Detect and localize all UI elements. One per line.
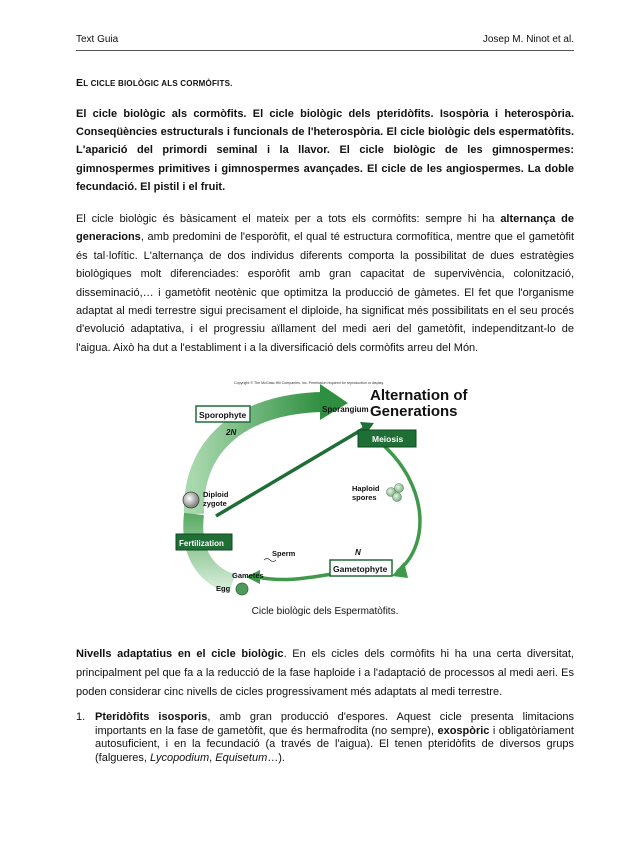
copyright-note: Copyright © The McGraw-Hill Companies, Inc. Permission required for reproduction or display. <box>234 381 384 385</box>
list-item-italic-2: Equisetum <box>215 751 268 764</box>
section-title-rest: L CICLE BIOLÒGIC ALS CORMÒFITS. <box>83 79 233 88</box>
sperm-label: Sperm <box>272 549 296 558</box>
list-item-bold-2: exospòric <box>437 724 490 737</box>
fertilization-label: Fertilization <box>179 539 224 548</box>
zygote-label-2: zygote <box>203 499 227 508</box>
intro-bold: alternança de generacions <box>76 213 575 244</box>
list-item-text-1: , amb gran producció d'espores. Aquest cicle presenta limitacions importants en la fase de gametòfit, que és hermafrodita (no sempre), <box>95 711 574 737</box>
section-title <box>76 77 233 89</box>
haploid-label-2: spores <box>352 493 377 502</box>
haploid-arc <box>382 444 420 572</box>
header-left: Text Guia <box>76 34 119 45</box>
list-item-text <box>95 711 574 765</box>
figure-title-line1: Alternation of <box>370 387 468 404</box>
diploid-arrowhead <box>320 384 348 420</box>
sporophyte-label: Sporophyte <box>199 410 247 420</box>
page-header <box>76 34 574 45</box>
intro-paragraph <box>76 210 574 357</box>
egg-icon <box>236 583 248 595</box>
sperm-icon <box>264 559 276 562</box>
adaptive-levels-text: . En els cicles dels cormòfits hi ha una certa diversitat, principalment pel que fa a la reducció de la fase haploide i a l'adaptació de processos al medi aeri. Es poden considerar cinc nivells de cicles progressivament més adaptats al medi terrestre. <box>76 648 574 698</box>
levels-list <box>76 711 574 765</box>
spore-2 <box>395 484 404 493</box>
figure-caption: Cicle biològic dels Espermatòfits. <box>251 606 399 617</box>
sporangium-label: Sporangium <box>322 405 369 414</box>
list-item-bold: Pteridòfits isosporis <box>95 711 208 723</box>
header-right: Josep M. Ninot et al. <box>482 34 574 45</box>
adaptive-levels-paragraph <box>76 645 574 702</box>
list-item-italic-1: Lycopodium <box>150 751 210 764</box>
list-item-text-2: i obligatòriament autosuficient, i en la fecundació (a través de l'aigua). El tenen pteridòfits de diversos grups (falgueres, <box>95 724 574 764</box>
ploidy-n: N <box>355 548 361 557</box>
adaptive-levels-bold: Nivells adaptatius en el cicle biològic <box>76 648 284 660</box>
zygote-icon <box>183 492 199 508</box>
spore-3 <box>393 493 402 502</box>
alternation-figure <box>172 374 482 624</box>
haploid-label-1: Haploid <box>352 484 380 493</box>
figure-title-line2: Generations <box>370 403 458 420</box>
header-divider <box>76 50 574 51</box>
section-title-initial: E <box>76 77 84 89</box>
egg-label: Egg <box>216 584 231 593</box>
gametophyte-label: Gametophyte <box>333 564 388 574</box>
list-item-text-4: …). <box>267 751 285 764</box>
list-item-text-3: , <box>209 751 216 764</box>
list-item <box>76 711 574 765</box>
intro-text-a: El cicle biològic és bàsicament el mateix per a tots els cormòfits: sempre hi ha <box>76 213 501 225</box>
zygote-label-1: Diploid <box>203 490 229 499</box>
alternation-diagram <box>172 374 482 624</box>
list-item-number: 1. <box>76 711 86 723</box>
ploidy-2n: 2N <box>226 428 237 437</box>
intro-text-b: , amb predomini de l'esporòfit, el qual té estructura cormofítica, mentre que el gametòfit és tal·lofític. L'alternança de dos individus diferents comporta la possibilitat de dues estratègies biològiques molt diferenciades: esporòfit amb gran capacitat de supervivència, colonització, disseminació,… i gametòfit neotènic que optimitza la producció de gàmetes. El fet que l'organisme adaptat al medi terrestre sigui precisament el diploide, ha significat més possibilitats en el seu procés d'evolució adaptativa, i el progressiu aïllament del medi aeri del gametòfit, independitzant-lo de l'aigua. Això ha dut a l'establiment i a la diversificació dels cormòfits arreu del Món. <box>76 231 574 354</box>
diagonal-line <box>216 426 368 516</box>
gametophyte-arc <box>257 574 332 580</box>
meiosis-label: Meiosis <box>372 434 404 444</box>
topics-paragraph: El cicle biològic als cormòfits. El cicle biològic dels pteridòfits. Isospòria i heterospòria. Conseqüències estructurals i funcionals de l'heterospòria. El cicle biològic dels espermatòfits. L'aparició del primordi seminal i la llavor. El cicle biològic de les gimnospermes: gimnospermes primitives i gimnospermes avançades. El cicle de les angiospermes. La doble fecundació. El pistil i el fruit. <box>76 108 574 193</box>
gametes-label: Gametes <box>232 571 264 580</box>
